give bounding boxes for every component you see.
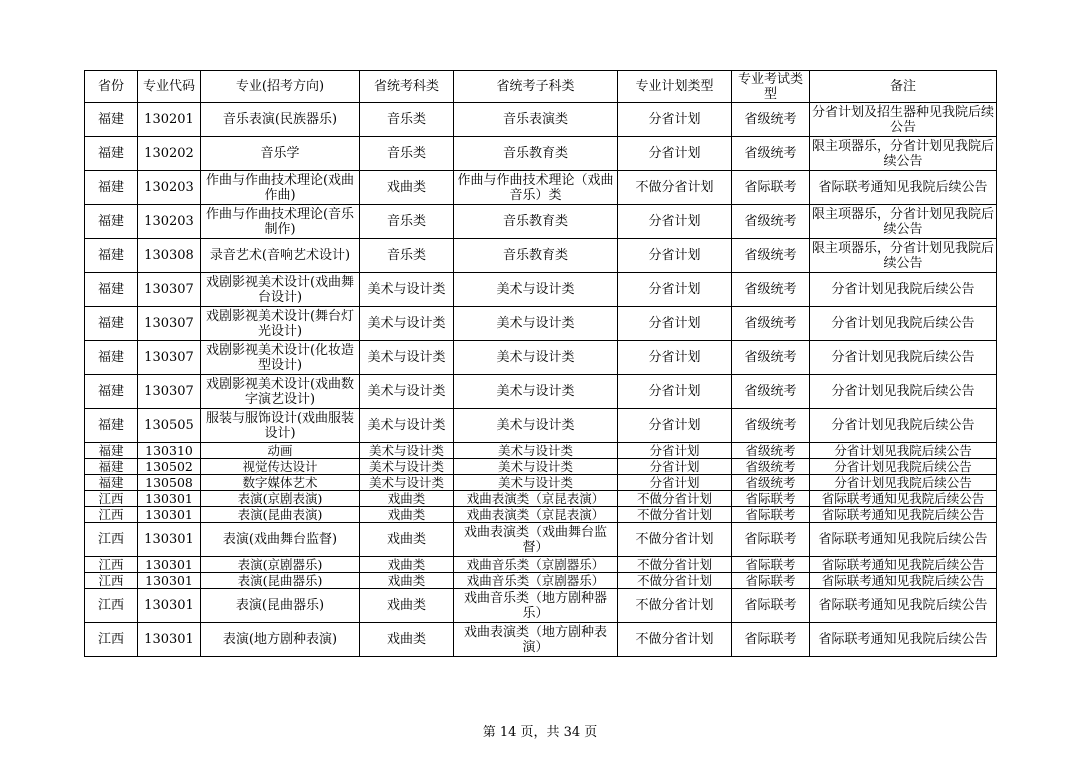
cell-plan-type: 不做分省计划: [618, 523, 732, 557]
cell-code: 130201: [138, 103, 201, 137]
cell-province: 福建: [85, 239, 138, 273]
cell-subcategory: 美术与设计类: [454, 459, 618, 475]
cell-province: 江西: [85, 589, 138, 623]
cell-exam-type: 省级统考: [732, 239, 810, 273]
cell-exam-type: 省际联考: [732, 507, 810, 523]
header-exam-subcategory: 省统考子科类: [454, 71, 618, 103]
cell-subcategory: 作曲与作曲技术理论（戏曲音乐）类: [454, 171, 618, 205]
cell-major: 戏剧影视美术设计(化妆造型设计): [201, 341, 360, 375]
cell-subcategory: 戏曲音乐类（地方剧种器乐）: [454, 589, 618, 623]
cell-code: 130301: [138, 523, 201, 557]
cell-category: 音乐类: [360, 239, 454, 273]
cell-plan-type: 不做分省计划: [618, 491, 732, 507]
cell-remarks: 限主项器乐，分省计划见我院后续公告: [810, 205, 997, 239]
cell-subcategory: 戏曲表演类（京昆表演）: [454, 491, 618, 507]
cell-plan-type: 分省计划: [618, 475, 732, 491]
table-row: [85, 573, 997, 589]
cell-category: 戏曲类: [360, 171, 454, 205]
cell-category: 美术与设计类: [360, 341, 454, 375]
cell-major: 表演(昆曲表演): [201, 507, 360, 523]
table-row: [85, 507, 997, 523]
cell-province: 江西: [85, 507, 138, 523]
cell-category: 戏曲类: [360, 589, 454, 623]
cell-code: 130301: [138, 589, 201, 623]
table-row: [85, 341, 997, 375]
cell-major: 戏剧影视美术设计(戏曲舞台设计): [201, 273, 360, 307]
header-major-code: 专业代码: [138, 71, 201, 103]
cell-code: 130301: [138, 507, 201, 523]
cell-province: 福建: [85, 103, 138, 137]
cell-remarks: 省际联考通知见我院后续公告: [810, 171, 997, 205]
cell-remarks: 分省计划见我院后续公告: [810, 375, 997, 409]
cell-plan-type: 分省计划: [618, 239, 732, 273]
cell-province: 江西: [85, 523, 138, 557]
cell-major: 戏剧影视美术设计(戏曲数字演艺设计): [201, 375, 360, 409]
cell-exam-type: 省级统考: [732, 205, 810, 239]
cell-province: 福建: [85, 171, 138, 205]
table-row: [85, 459, 997, 475]
cell-province: 福建: [85, 475, 138, 491]
cell-subcategory: 戏曲表演类（戏曲舞台监督）: [454, 523, 618, 557]
cell-category: 戏曲类: [360, 507, 454, 523]
cell-major: 录音艺术(音响艺术设计): [201, 239, 360, 273]
cell-subcategory: 美术与设计类: [454, 341, 618, 375]
cell-plan-type: 分省计划: [618, 103, 732, 137]
cell-category: 美术与设计类: [360, 475, 454, 491]
cell-exam-type: 省际联考: [732, 557, 810, 573]
cell-plan-type: 分省计划: [618, 409, 732, 443]
cell-province: 江西: [85, 557, 138, 573]
cell-code: 130202: [138, 137, 201, 171]
enrollment-plan-table: [84, 70, 997, 657]
cell-plan-type: 分省计划: [618, 273, 732, 307]
cell-plan-type: 不做分省计划: [618, 623, 732, 657]
cell-category: 美术与设计类: [360, 375, 454, 409]
cell-province: 福建: [85, 137, 138, 171]
cell-exam-type: 省际联考: [732, 491, 810, 507]
cell-category: 美术与设计类: [360, 459, 454, 475]
cell-subcategory: 美术与设计类: [454, 375, 618, 409]
cell-remarks: 省际联考通知见我院后续公告: [810, 491, 997, 507]
cell-major: 作曲与作曲技术理论(戏曲作曲): [201, 171, 360, 205]
table-row: [85, 171, 997, 205]
page-number-footer: 第 14 页，共 34 页: [482, 725, 598, 740]
cell-category: 音乐类: [360, 205, 454, 239]
cell-province: 福建: [85, 459, 138, 475]
cell-exam-type: 省际联考: [732, 171, 810, 205]
cell-major: 数字媒体艺术: [201, 475, 360, 491]
cell-plan-type: 分省计划: [618, 443, 732, 459]
cell-category: 美术与设计类: [360, 307, 454, 341]
cell-subcategory: 美术与设计类: [454, 475, 618, 491]
cell-remarks: 限主项器乐，分省计划见我院后续公告: [810, 137, 997, 171]
cell-code: 130307: [138, 307, 201, 341]
cell-code: 130310: [138, 443, 201, 459]
header-remarks: 备注: [810, 71, 997, 103]
header-major: 专业(招考方向): [201, 71, 360, 103]
cell-code: 130203: [138, 171, 201, 205]
cell-province: 福建: [85, 273, 138, 307]
cell-province: 福建: [85, 307, 138, 341]
cell-province: 福建: [85, 205, 138, 239]
table-row: [85, 523, 997, 557]
cell-plan-type: 分省计划: [618, 137, 732, 171]
cell-exam-type: 省际联考: [732, 573, 810, 589]
cell-code: 130301: [138, 573, 201, 589]
cell-remarks: 分省计划及招生器种见我院后续公告: [810, 103, 997, 137]
cell-remarks: 省际联考通知见我院后续公告: [810, 507, 997, 523]
table-row: [85, 491, 997, 507]
cell-subcategory: 美术与设计类: [454, 443, 618, 459]
table-row: [85, 623, 997, 657]
cell-plan-type: 不做分省计划: [618, 589, 732, 623]
cell-subcategory: 音乐教育类: [454, 137, 618, 171]
cell-province: 福建: [85, 341, 138, 375]
cell-exam-type: 省级统考: [732, 475, 810, 491]
cell-major: 视觉传达设计: [201, 459, 360, 475]
cell-major: 音乐学: [201, 137, 360, 171]
cell-category: 戏曲类: [360, 573, 454, 589]
table-row: [85, 239, 997, 273]
cell-code: 130502: [138, 459, 201, 475]
cell-category: 戏曲类: [360, 523, 454, 557]
cell-subcategory: 美术与设计类: [454, 273, 618, 307]
table-row: [85, 273, 997, 307]
cell-plan-type: 分省计划: [618, 307, 732, 341]
cell-subcategory: 戏曲表演类（京昆表演）: [454, 507, 618, 523]
table-row: [85, 475, 997, 491]
cell-exam-type: 省级统考: [732, 443, 810, 459]
cell-subcategory: 美术与设计类: [454, 409, 618, 443]
cell-code: 130307: [138, 375, 201, 409]
cell-remarks: 分省计划见我院后续公告: [810, 273, 997, 307]
cell-remarks: 省际联考通知见我院后续公告: [810, 557, 997, 573]
table-row: [85, 589, 997, 623]
cell-code: 130203: [138, 205, 201, 239]
cell-major: 表演(京剧器乐): [201, 557, 360, 573]
cell-subcategory: 戏曲表演类（地方剧种表演）: [454, 623, 618, 657]
table-row: [85, 103, 997, 137]
cell-plan-type: 不做分省计划: [618, 573, 732, 589]
cell-exam-type: 省级统考: [732, 409, 810, 443]
table-row: [85, 307, 997, 341]
cell-remarks: 分省计划见我院后续公告: [810, 409, 997, 443]
cell-subcategory: 戏曲音乐类（京剧器乐）: [454, 557, 618, 573]
cell-province: 江西: [85, 623, 138, 657]
cell-category: 美术与设计类: [360, 273, 454, 307]
header-exam-type: 专业考试类型: [732, 71, 810, 103]
cell-remarks: 分省计划见我院后续公告: [810, 475, 997, 491]
cell-province: 福建: [85, 409, 138, 443]
cell-major: 作曲与作曲技术理论(音乐制作): [201, 205, 360, 239]
cell-remarks: 分省计划见我院后续公告: [810, 443, 997, 459]
header-province: 省份: [85, 71, 138, 103]
cell-province: 江西: [85, 573, 138, 589]
cell-exam-type: 省级统考: [732, 137, 810, 171]
cell-code: 130301: [138, 557, 201, 573]
cell-major: 音乐表演(民族器乐): [201, 103, 360, 137]
cell-remarks: 省际联考通知见我院后续公告: [810, 589, 997, 623]
cell-exam-type: 省际联考: [732, 523, 810, 557]
cell-remarks: 省际联考通知见我院后续公告: [810, 623, 997, 657]
cell-category: 戏曲类: [360, 557, 454, 573]
cell-plan-type: 不做分省计划: [618, 171, 732, 205]
table-row: [85, 409, 997, 443]
cell-plan-type: 分省计划: [618, 205, 732, 239]
cell-province: 江西: [85, 491, 138, 507]
cell-remarks: 分省计划见我院后续公告: [810, 459, 997, 475]
cell-category: 戏曲类: [360, 623, 454, 657]
cell-code: 130301: [138, 623, 201, 657]
cell-subcategory: 戏曲音乐类（京剧器乐）: [454, 573, 618, 589]
cell-province: 福建: [85, 375, 138, 409]
cell-exam-type: 省级统考: [732, 307, 810, 341]
cell-code: 130505: [138, 409, 201, 443]
cell-plan-type: 分省计划: [618, 375, 732, 409]
cell-subcategory: 音乐教育类: [454, 239, 618, 273]
cell-remarks: 省际联考通知见我院后续公告: [810, 523, 997, 557]
table-row: [85, 375, 997, 409]
cell-remarks: 限主项器乐，分省计划见我院后续公告: [810, 239, 997, 273]
cell-category: 戏曲类: [360, 491, 454, 507]
cell-major: 动画: [201, 443, 360, 459]
cell-major: 表演(戏曲舞台监督): [201, 523, 360, 557]
cell-subcategory: 美术与设计类: [454, 307, 618, 341]
cell-major: 服装与服饰设计(戏曲服装设计): [201, 409, 360, 443]
table-row: [85, 557, 997, 573]
cell-exam-type: 省级统考: [732, 375, 810, 409]
cell-major: 戏剧影视美术设计(舞台灯光设计): [201, 307, 360, 341]
cell-major: 表演(京剧表演): [201, 491, 360, 507]
cell-major: 表演(昆曲器乐): [201, 573, 360, 589]
cell-code: 130307: [138, 341, 201, 375]
cell-major: 表演(昆曲器乐): [201, 589, 360, 623]
cell-remarks: 省际联考通知见我院后续公告: [810, 573, 997, 589]
cell-category: 美术与设计类: [360, 443, 454, 459]
table-row: [85, 205, 997, 239]
cell-plan-type: 分省计划: [618, 459, 732, 475]
cell-subcategory: 音乐表演类: [454, 103, 618, 137]
cell-code: 130508: [138, 475, 201, 491]
cell-plan-type: 不做分省计划: [618, 507, 732, 523]
cell-category: 美术与设计类: [360, 409, 454, 443]
table-header-row: [85, 71, 997, 103]
header-exam-category: 省统考科类: [360, 71, 454, 103]
cell-code: 130307: [138, 273, 201, 307]
cell-major: 表演(地方剧种表演): [201, 623, 360, 657]
cell-remarks: 分省计划见我院后续公告: [810, 341, 997, 375]
cell-category: 音乐类: [360, 137, 454, 171]
cell-plan-type: 分省计划: [618, 341, 732, 375]
header-plan-type: 专业计划类型: [618, 71, 732, 103]
cell-subcategory: 音乐教育类: [454, 205, 618, 239]
cell-exam-type: 省级统考: [732, 273, 810, 307]
cell-exam-type: 省级统考: [732, 341, 810, 375]
cell-plan-type: 不做分省计划: [618, 557, 732, 573]
cell-category: 音乐类: [360, 103, 454, 137]
cell-exam-type: 省级统考: [732, 103, 810, 137]
cell-exam-type: 省际联考: [732, 589, 810, 623]
cell-exam-type: 省级统考: [732, 459, 810, 475]
cell-code: 130308: [138, 239, 201, 273]
cell-exam-type: 省际联考: [732, 623, 810, 657]
table-row: [85, 443, 997, 459]
cell-remarks: 分省计划见我院后续公告: [810, 307, 997, 341]
table-row: [85, 137, 997, 171]
cell-code: 130301: [138, 491, 201, 507]
cell-province: 福建: [85, 443, 138, 459]
